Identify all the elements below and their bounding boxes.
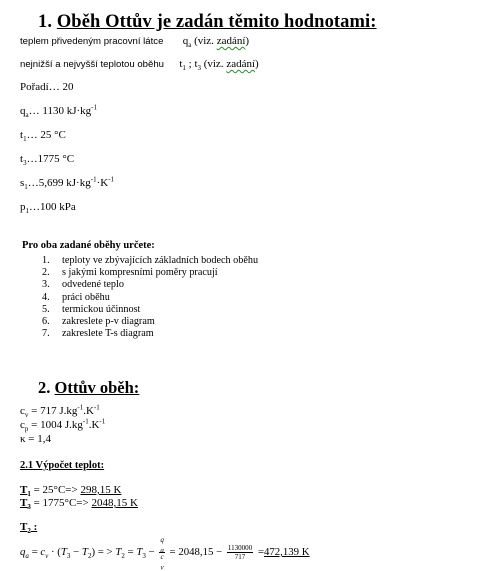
intro-line-temperatures: [20, 58, 259, 73]
subsection-heading: 2.1 Výpočet teplot:: [20, 460, 105, 471]
section2-title: Ottův oběh:: [54, 378, 140, 397]
T2-label: $T_2$ :: [20, 521, 38, 536]
intro-line1-ref: (viz. zadání): [194, 35, 250, 47]
value-s1: $s_1\dots 5,699$ $kJ\cdot kg^{-1}\cdot K^{-1}$: [20, 175, 115, 192]
temperature-T3: $T_3 = 1775^\circ C=> 2048,15$ K: [20, 497, 138, 512]
fraction-qa-cv: q $_a$ c $_v$: [160, 536, 164, 571]
value-poradi: Pořadí… 20: [20, 81, 74, 93]
T1-result: 298,15 K: [80, 484, 122, 496]
section2-number: 2.: [38, 378, 51, 397]
constant-kappa: κ = 1,4: [20, 433, 51, 445]
value-t1: $t_1\dots$ 25 °C: [20, 129, 66, 144]
intro-line-heat: [20, 35, 250, 50]
list-item: 6. zakreslete p-v diagram: [42, 315, 155, 327]
list-item: 5. termickou účinnost: [42, 303, 141, 315]
list-item: 1. teploty ve zbývajících základních bodech oběhu: [42, 255, 259, 266]
constant-cv: $c_v = 717$ $J.kg^{-1}.K^{-1}$: [20, 403, 100, 420]
constant-cp: $c_p = 1004$ $J.kg^{-1}.K^{-1}$: [20, 417, 106, 434]
list-item: 3. odvedené teplo: [42, 279, 124, 291]
intro-line2-ref: (viz. zadání): [203, 58, 259, 70]
temperature-T1: $T_1 = 25^\circ C=> 298,15$ K: [20, 484, 122, 499]
section2-heading: [38, 378, 139, 398]
tasks-heading: Pro oba zadané oběhy určete:: [22, 240, 155, 251]
list-item: 4. práci oběhu: [42, 291, 110, 303]
section1-heading: [38, 12, 377, 33]
section1-number: 1.: [38, 12, 53, 32]
T3-result: 2048,15 K: [91, 497, 138, 509]
value-t3: $t_3\dots 1775$ °C: [20, 153, 75, 168]
list-item: 2. s jakými kompresními poměry pracují: [42, 267, 218, 279]
fraction-numeric: $\frac{1130000}{717}$: [227, 544, 253, 561]
list-item: 7. zakreslete T-s diagram: [42, 328, 154, 340]
value-p1: $p_1\dots 100$ kPa: [20, 201, 76, 216]
intro-line1-text: teplem přivedeným pracovní látce: [20, 36, 164, 47]
intro-line2-text: nejnižší a nejvyšší teplotou oběhu: [20, 59, 164, 70]
intro-qa-symbol: $q_a$: [182, 35, 192, 50]
T2-formula: $q_a = c_v \cdot (T_3 - T_2)$ = > $T_2 = T_3$ − q $_a$ c $_v$ = 2048,15 − $\frac{1130000}{717}$ =472,139 K: [20, 536, 310, 571]
T2-result: 472,139 K: [263, 545, 310, 558]
value-qa: $q_a\dots$ 1130 $kJ\cdot kg^{-1}$: [20, 103, 97, 120]
tasks-list: [42, 255, 258, 340]
intro-t1-t3: $t_1$ ; $t_3$: [179, 58, 202, 73]
section1-title: Oběh Ottův je zadán těmito hodnotami:: [56, 12, 377, 32]
